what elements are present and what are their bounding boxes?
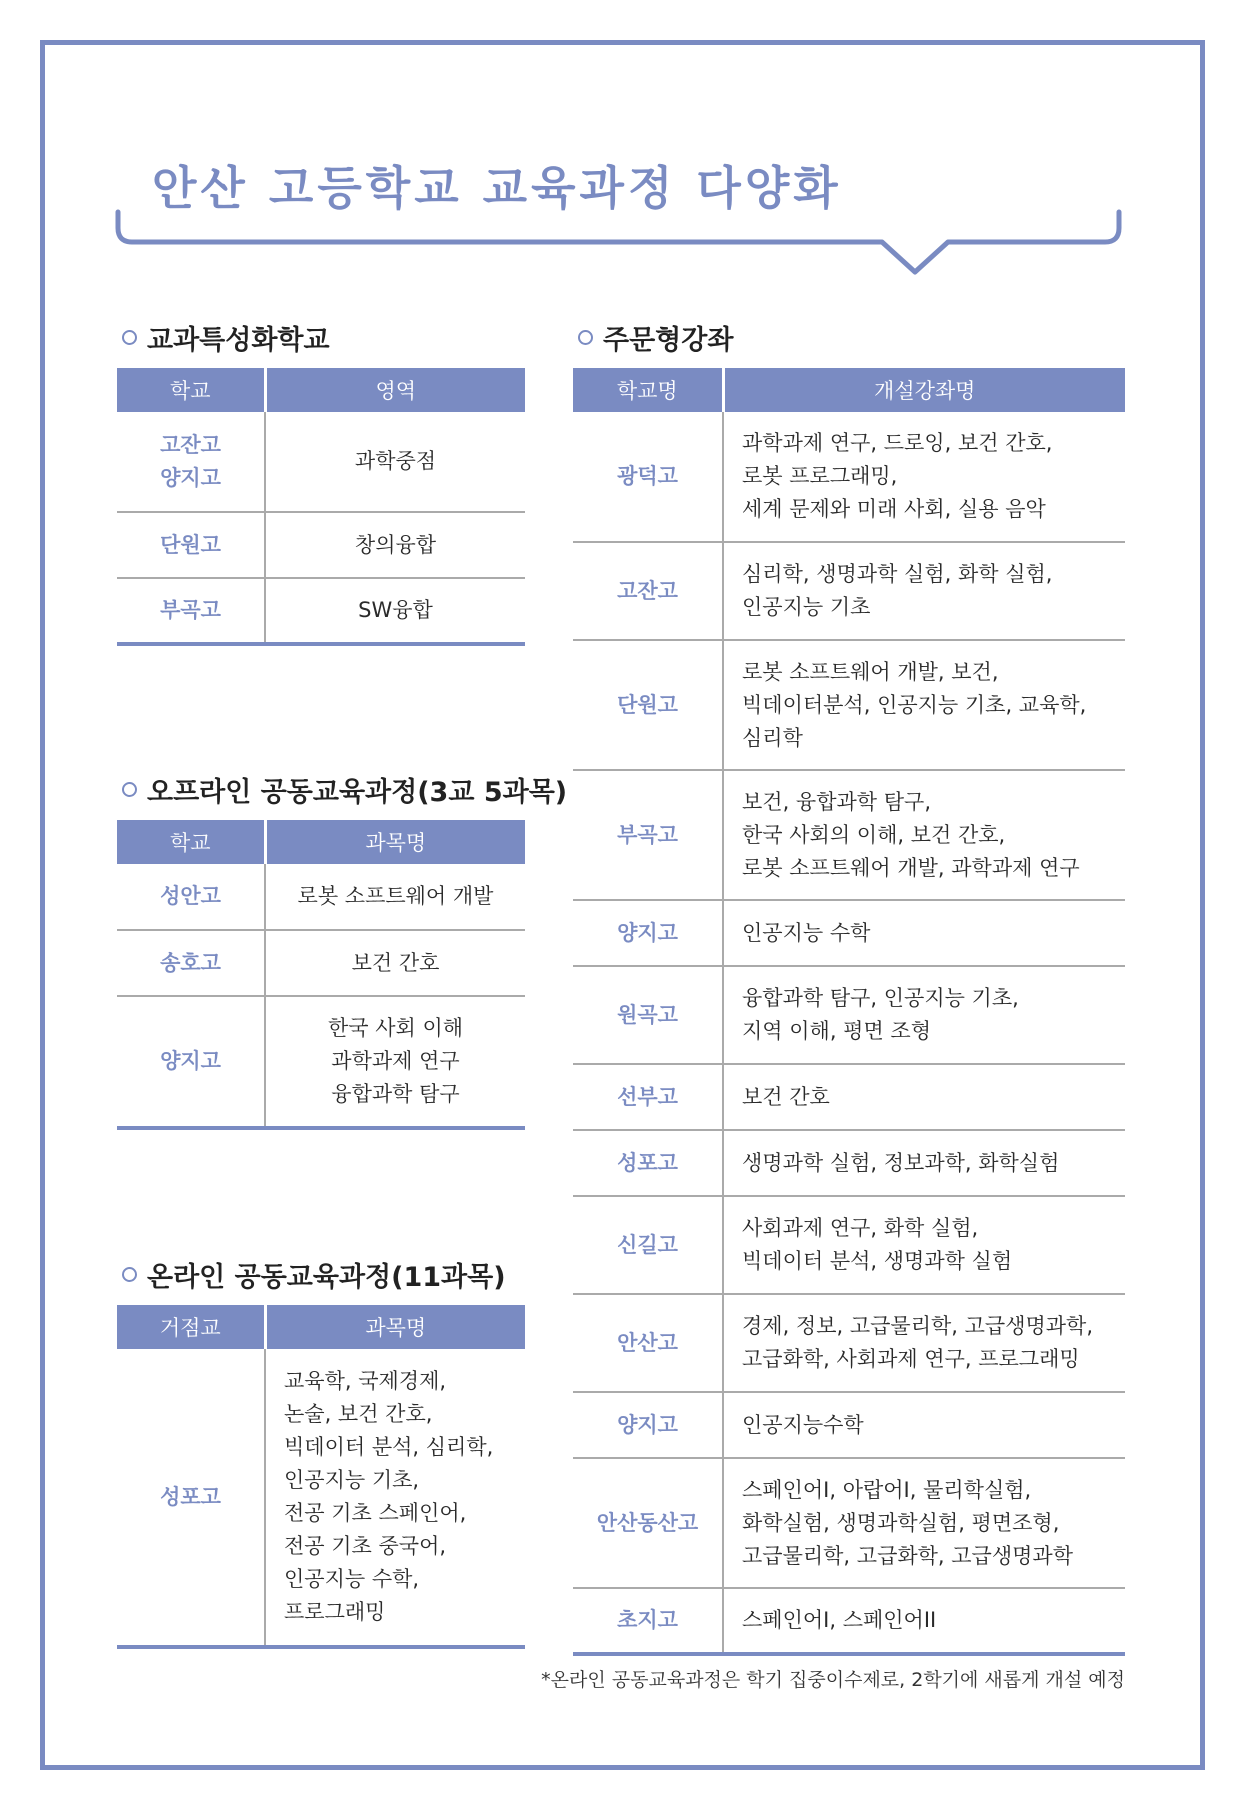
course-list-cell: 로봇 소프트웨어 개발 [297,884,494,908]
school-name-cell: 안산고 [573,1294,723,1392]
school-name-cell: 선부고 [573,1064,723,1130]
course-list-cell: 경제, 정보, 고급물리학, 고급생명과학, 고급화학, 사회과제 연구, 프로그래밍 [723,1294,1125,1392]
school-name-cell: 성포고 [573,1130,723,1196]
school-name-cell: 초지고 [573,1588,723,1654]
page-title: 안산 고등학교 교육과정 다양화 [152,161,842,215]
table-row [573,412,1125,542]
column-header: 학교명 [573,368,723,412]
course-list-cell: 인공지능수학 [723,1392,1125,1458]
school-name-cell: 부곡고 [117,578,265,644]
course-list-cell: 교육학, 국제경제, 논술, 보건 간호, 빅데이터 분석, 심리학, 인공지능 기초, 전공 기초 스페인어, 전공 기초 중국어, 인공지능 수학, 프로그래밍 [284,1369,494,1624]
course-list-cell: 보건 간호 [265,930,525,996]
offline-curriculum-table [117,820,525,1130]
circle-bullet-icon [578,330,593,345]
section-title-text: 오프라인 공동교육과정(3교 5과목) [147,777,568,808]
table-row [573,1588,1125,1654]
table-row [573,1064,1125,1130]
footnote: *온라인 공동교육과정은 학기 집중이수제로, 2학기에 새롭게 개설 예정 [541,1669,1125,1691]
course-list-cell: SW융합 [265,578,525,644]
section-title-specialized [122,318,330,357]
course-list-cell: 생명과학 실험, 정보과학, 화학실험 [723,1130,1125,1196]
column-header: 과목명 [265,820,525,864]
course-list-cell: 심리학, 생명과학 실험, 화학 실험, 인공지능 기초 [723,542,1125,640]
course-list-cell: 스페인어I, 스페인어II [723,1588,1125,1654]
table-row [117,1349,525,1647]
online-curriculum-table [117,1305,525,1649]
school-name-cell: 양지고 [573,1392,723,1458]
section-title-custom [578,318,733,357]
table-row [117,412,525,512]
table-row [117,930,525,996]
column-header: 학교 [117,820,265,864]
course-list-cell: 창의융합 [265,512,525,578]
course-list-cell: 보건, 융합과학 탐구, 한국 사회의 이해, 보건 간호, 로봇 소프트웨어 개발, 과학과제 연구 [723,770,1125,900]
school-name-cell: 양지고 [117,996,265,1128]
column-header: 영역 [265,368,525,412]
table-row [573,1196,1125,1294]
table-row [573,1458,1125,1588]
course-list-cell: 과학과제 연구, 드로잉, 보건 간호, 로봇 프로그래밍, 세계 문제와 미래 사회, 실용 음악 [742,431,1053,521]
section-title-text: 교과특성화학교 [147,325,330,356]
circle-bullet-icon [122,782,137,797]
table-row [573,640,1125,770]
course-list-cell: 스페인어I, 아랍어I, 물리학실험, 화학실험, 생명과학실험, 평면조형, 고급물리학, 고급화학, 고급생명과학 [723,1458,1125,1588]
course-list-cell: 로봇 소프트웨어 개발, 보건, 빅데이터분석, 인공지능 기초, 교육학, 심리학 [723,640,1125,770]
school-name-cell: 원곡고 [573,966,723,1064]
school-name-cell: 송호고 [117,930,265,996]
table-row [117,578,525,644]
table-row [573,1392,1125,1458]
column-header: 과목명 [265,1305,525,1349]
table-row [117,864,525,930]
course-list-cell: 과학중점 [354,449,437,473]
column-header: 학교 [117,368,265,412]
school-name-cell: 신길고 [573,1196,723,1294]
course-list-cell: 융합과학 탐구, 인공지능 기초, 지역 이해, 평면 조형 [723,966,1125,1064]
column-header: 거점교 [117,1305,265,1349]
school-name-cell: 광덕고 [573,412,723,542]
table-row [573,966,1125,1064]
school-name-cell: 부곡고 [573,770,723,900]
table-row [573,900,1125,966]
circle-bullet-icon [122,1267,137,1282]
school-name-cell: 안산동산고 [573,1458,723,1588]
table-row [573,770,1125,900]
school-name-cell: 고잔고 [573,542,723,640]
course-list-cell: 보건 간호 [723,1064,1125,1130]
section-title-text: 주문형강좌 [603,325,734,356]
custom-course-table [573,368,1125,1656]
school-name-cell: 양지고 [573,900,723,966]
specialized-school-table [117,368,525,646]
circle-bullet-icon [122,330,137,345]
column-header: 개설강좌명 [723,368,1125,412]
table-row [573,542,1125,640]
table-row [573,1130,1125,1196]
school-name-cell: 성안고 [117,864,265,930]
table-row [573,1294,1125,1392]
table-row [117,996,525,1128]
section-title-online [122,1255,506,1294]
table-row [117,512,525,578]
title-bracket-decoration [0,0,1245,300]
course-list-cell: 인공지능 수학 [723,900,1125,966]
section-title-text: 온라인 공동교육과정(11과목) [147,1262,506,1293]
course-list-cell: 한국 사회 이해 과학과제 연구 융합과학 탐구 [265,996,525,1128]
school-name-cell: 고잔고 양지고 [117,412,265,512]
school-name-cell: 단원고 [573,640,723,770]
school-name-cell: 성포고 [117,1349,265,1647]
section-title-offline [122,770,567,809]
school-name-cell: 단원고 [117,512,265,578]
course-list-cell: 사회과제 연구, 화학 실험, 빅데이터 분석, 생명과학 실험 [723,1196,1125,1294]
